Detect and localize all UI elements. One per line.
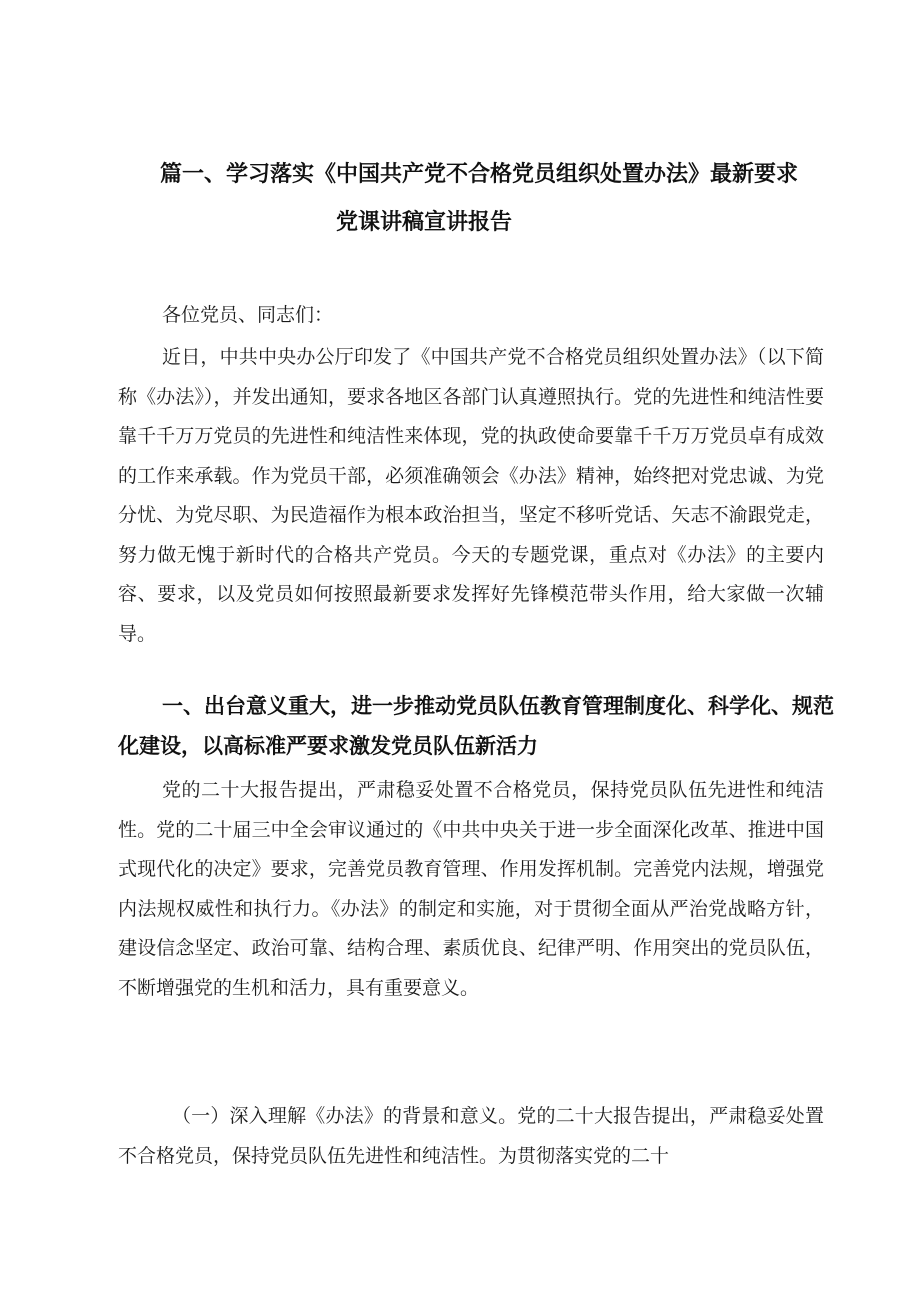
document-title-line-2: 党课讲稿宣讲报告 — [336, 210, 513, 235]
salutation: 各位党员、同志们： — [162, 304, 334, 326]
paragraph-subsection-1: （一）深入理解《办法》的背景和意义。党的二十大报告提出，严肃稳妥处置不合格党员，保持党员队伍先进性和纯洁性。为贯彻落实党的二十 — [118, 1105, 824, 1167]
section-heading-1: 一、出台意义重大，进一步推动党员队伍教育管理制度化、科学化、规范化建设，以高标准严要求激发党员队伍新活力 — [118, 694, 834, 758]
paragraph-intro: 近日，中共中央办公厅印发了《中国共产党不合格党员组织处置办法》（以下简称《办法》），并发出通知，要求各地区各部门认真遵照执行。党的先进性和纯洁性要靠千千万万党员的先进性和纯洁性来体现，党的执政使命要靠千千万万党员卓有成效的工作来承载。作为党员干部，必须准确领会《办法》精神，始终把对党忠诚、为党分忧、为党尽职、为民造福作为根本政治担当，坚定不移听党话、矢志不渝跟党走，努力做无愧于新时代的合格共产党员。今天的专题党课，重点对《办法》的主要内容、要求，以及党员如何按照最新要求发挥好先锋模范带头作用，给大家做一次辅导。 — [118, 346, 824, 645]
paragraph-section-1: 党的二十大报告提出，严肃稳妥处置不合格党员，保持党员队伍先进性和纯洁性。党的二十届三中全会审议通过的《中共中央关于进一步全面深化改革、推进中国式现代化的决定》要求，完善党员教育管理、作用发挥机制。完善党内法规，增强党内法规权威性和执行力。《办法》的制定和实施，对于贯彻全面从严治党战略方针，建设信念坚定、政治可靠、结构合理、素质优良、纪律严明、作用突出的党员队伍，不断增强党的生机和活力，具有重要意义。 — [118, 779, 824, 999]
document-title-line-1: 篇一、学习落实《中国共产党不合格党员组织处置办法》最新要求 — [160, 162, 799, 187]
